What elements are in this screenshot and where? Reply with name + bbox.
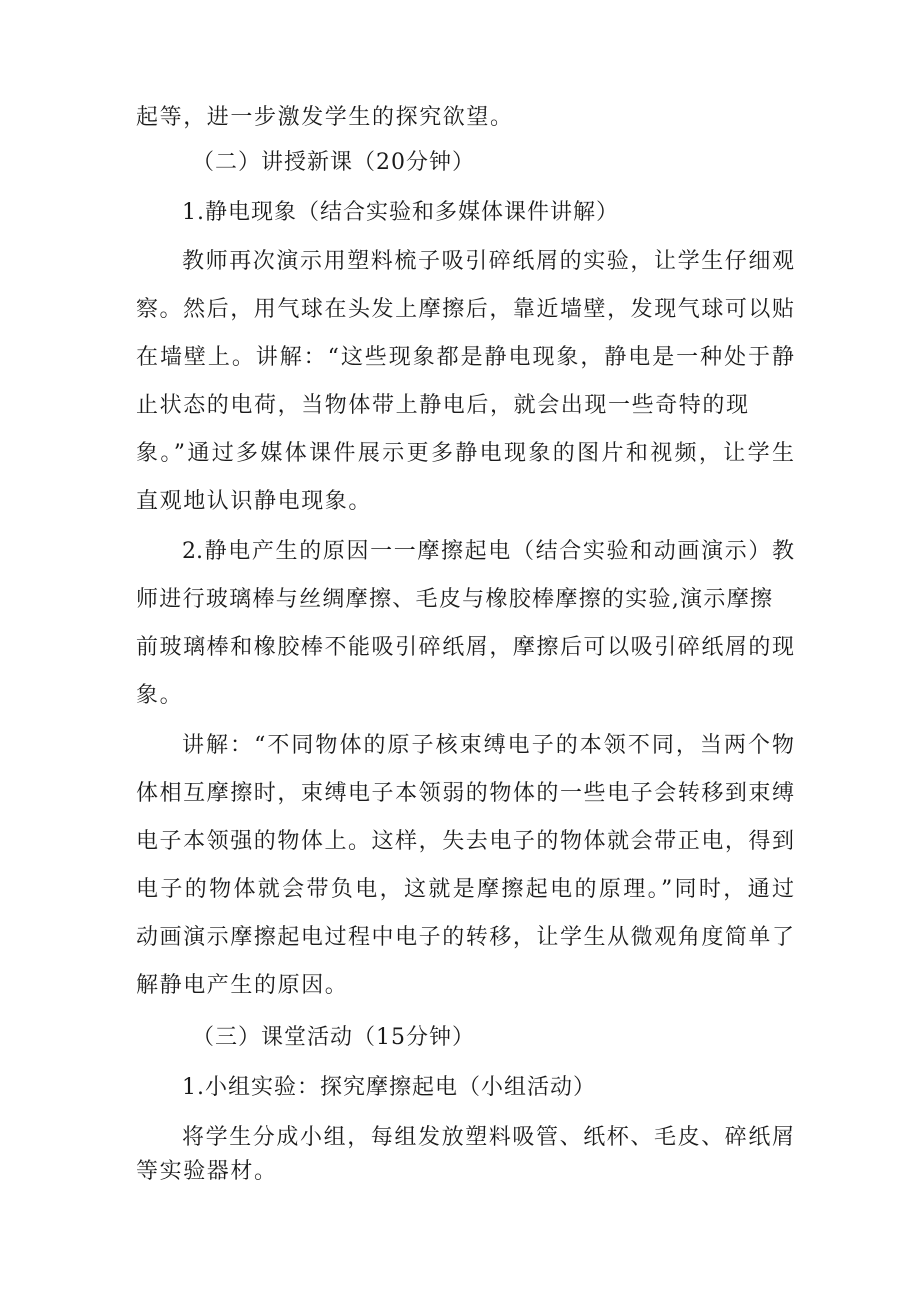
section-heading: （三）课堂活动（15分钟）	[192, 1025, 475, 1050]
paragraph-line: 象。”通过多媒体课件展示更多静电现象的图片和视频，让学生	[136, 441, 794, 466]
paragraph-line: 止状态的电荷，当物体带上静电后，就会出现一些奇特的现	[136, 393, 748, 418]
paragraph-line: 在墙壁上。讲解：“这些现象都是静电现象，静电是一种处于静	[136, 345, 794, 370]
paragraph-line: 解静电产生的原因。	[136, 973, 349, 998]
paragraph-line: 电子的物体就会带负电，这就是摩擦起电的原理。”同时，通过	[136, 877, 794, 902]
paragraph-line: 察。然后，用气球在头发上摩擦后，靠近墙壁，发现气球可以贴	[136, 297, 794, 322]
paragraph-line: 电子本领强的物体上。这样，失去电子的物体就会带正电，得到	[136, 829, 794, 854]
paragraph-line: 等实验器材。	[136, 1159, 278, 1184]
paragraph-line: 讲解：“不同物体的原子核束缚电子的本领不同，当两个物	[182, 733, 794, 758]
paragraph-line: 师进行玻璃棒与丝绸摩擦、毛皮与橡胶棒摩擦的实验,演示摩擦	[136, 587, 772, 612]
paragraph-line: 教师再次演示用塑料梳子吸引碎纸屑的实验，让学生仔细观	[182, 249, 794, 274]
text-line: 起等，进一步激发学生的探究欲望。	[136, 105, 514, 130]
paragraph-line: 直观地认识静电现象。	[136, 489, 373, 514]
paragraph-line: 前玻璃棒和橡胶棒不能吸引碎纸屑，摩擦后可以吸引碎纸屑的现	[136, 635, 794, 660]
paragraph-line: 动画演示摩擦起电过程中电子的转移，让学生从微观角度简单了	[136, 925, 794, 950]
paragraph-line: 象。	[136, 683, 184, 708]
section-heading: （二）讲授新课（20分钟）	[192, 150, 475, 175]
subsection-heading: 1.静电现象（结合实验和多媒体课件讲解）	[182, 200, 619, 225]
subsection-heading: 1.小组实验：探究摩擦起电（小组活动）	[182, 1075, 596, 1100]
paragraph-line: 将学生分成小组，每组发放塑料吸管、纸杯、毛皮、碎纸屑	[182, 1125, 794, 1150]
subsection-line: 2.静电产生的原因一一摩擦起电（结合实验和动画演示）教	[182, 539, 794, 564]
paragraph-line: 体相互摩擦时，束缚电子本领弱的物体的一些电子会转移到束缚	[136, 781, 794, 806]
